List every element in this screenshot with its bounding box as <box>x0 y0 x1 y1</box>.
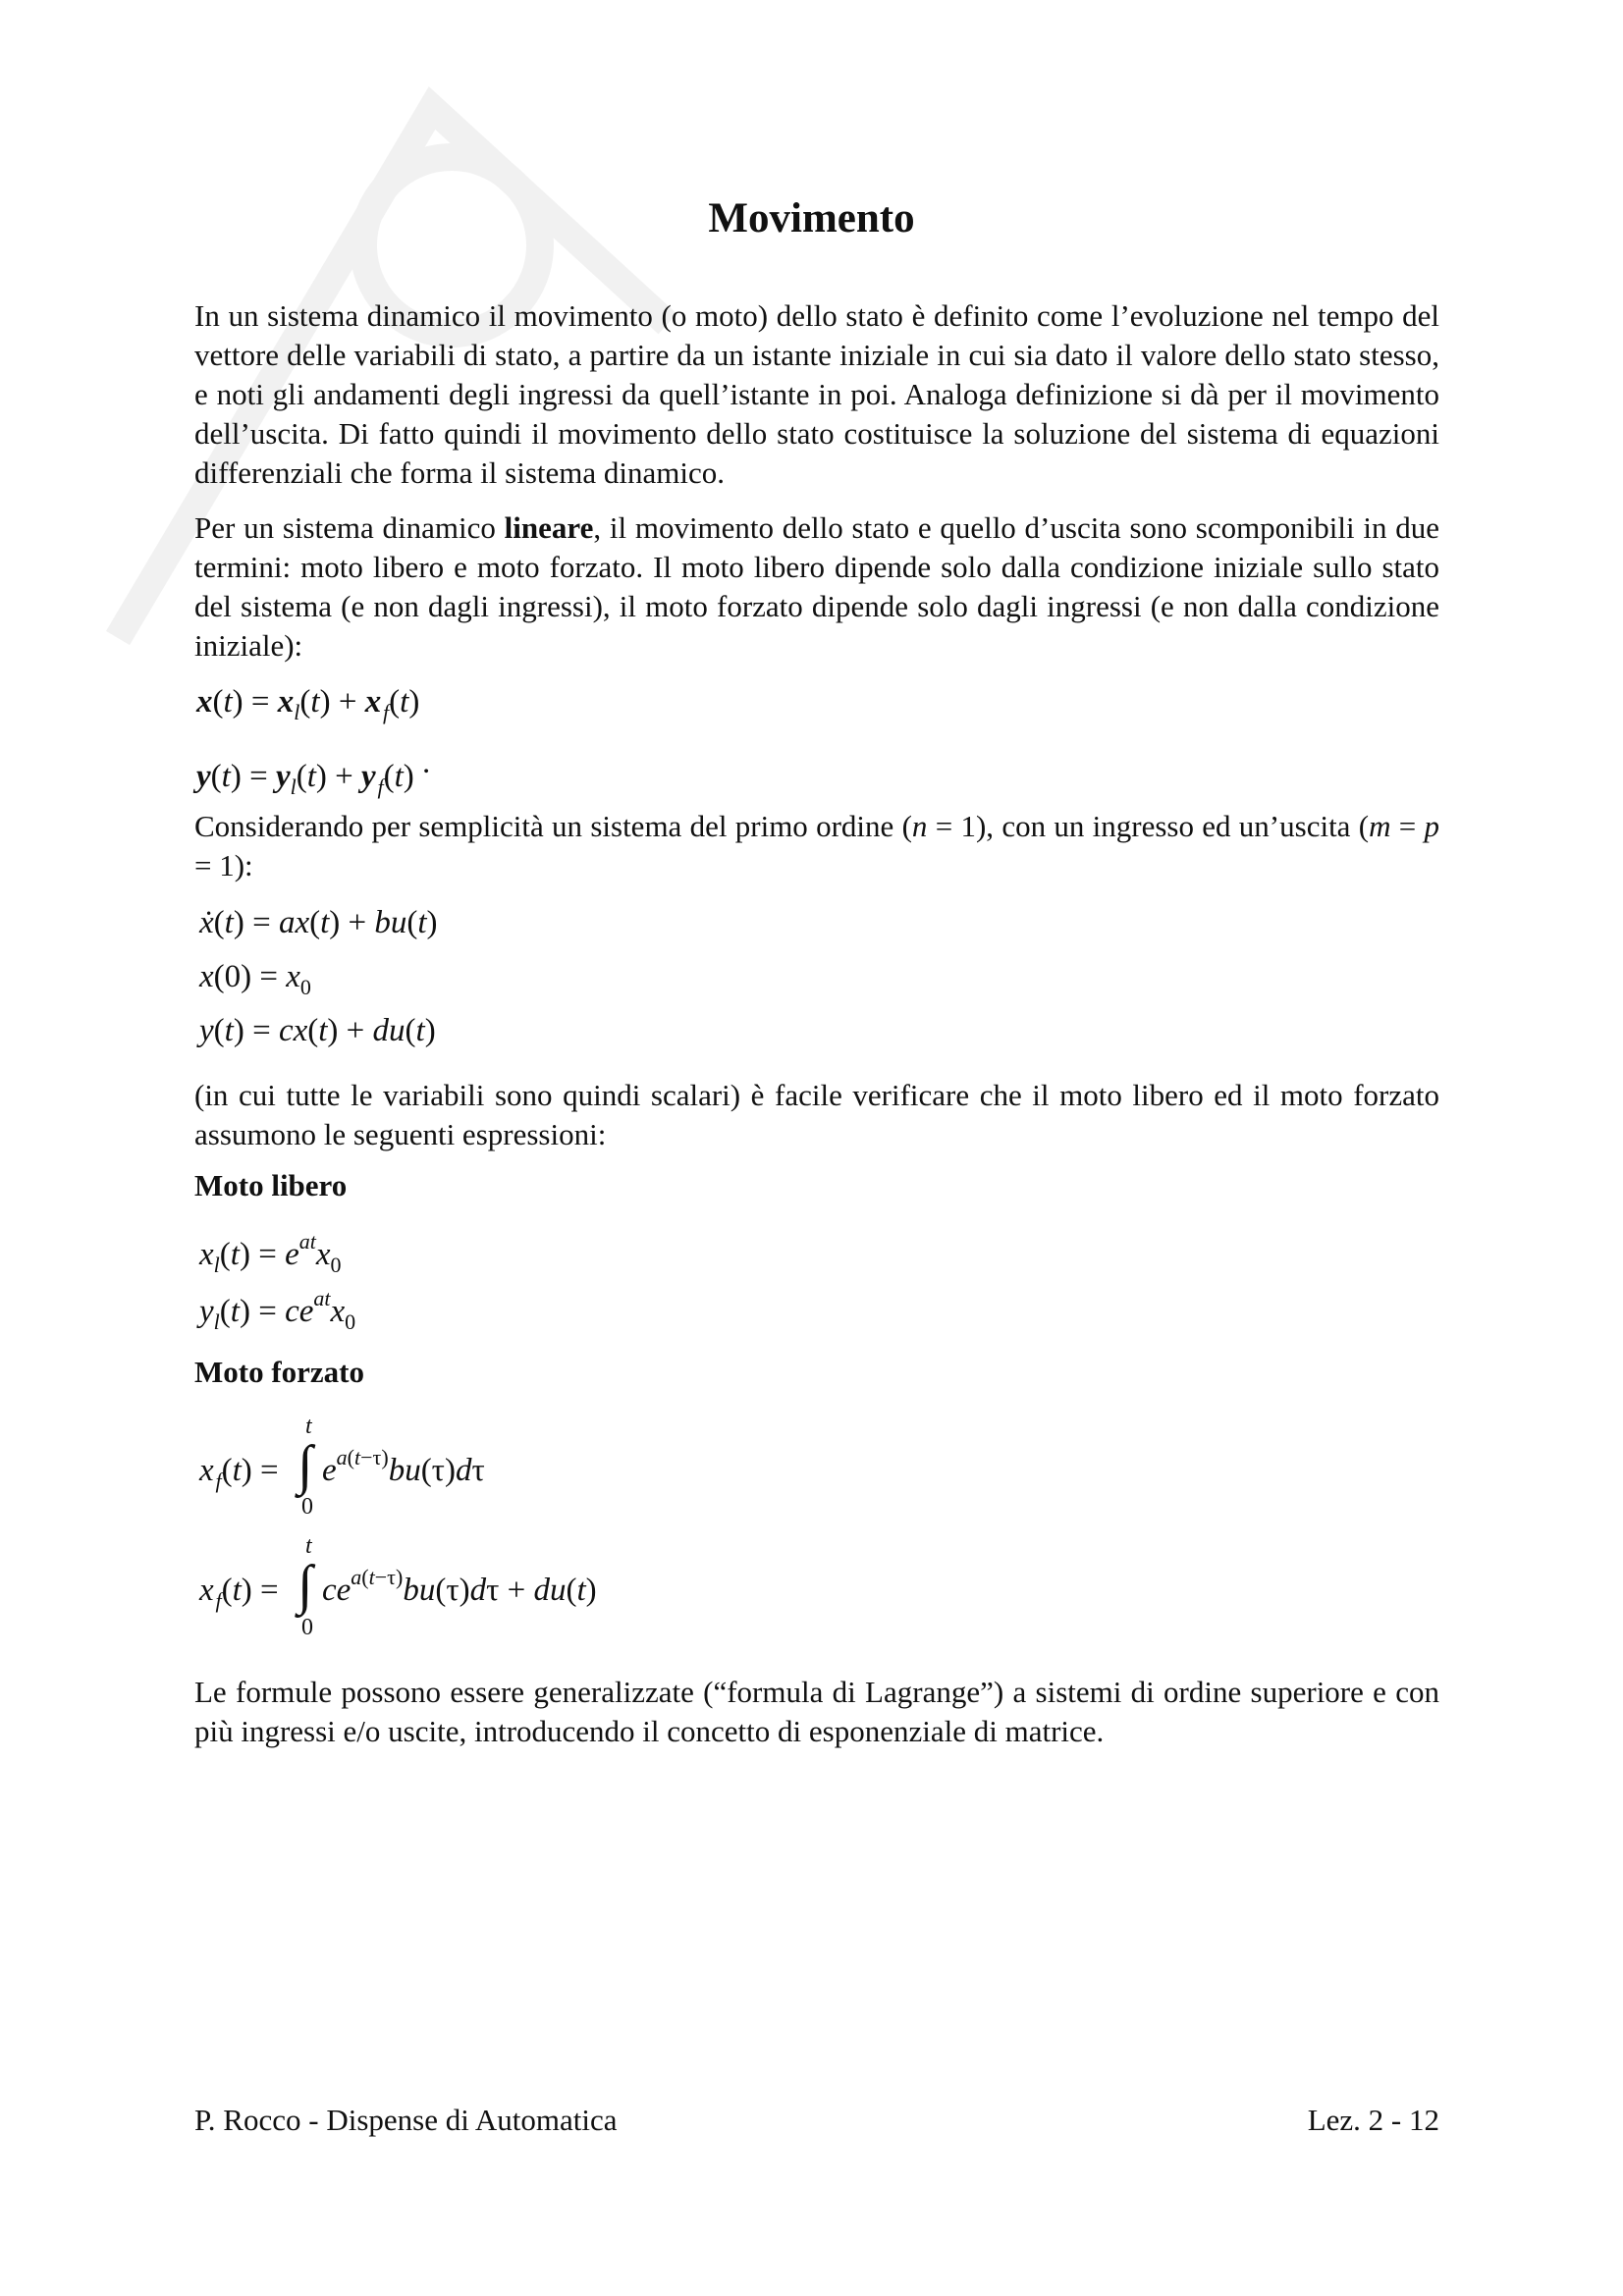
equation-state-dynamics: ẋ(t) = ax(t) + bu(t) <box>199 905 438 940</box>
integral-upper-limit: t <box>305 1533 312 1559</box>
paragraph-first-order-system <box>194 807 1439 885</box>
heading-forced-motion: Moto forzato <box>194 1355 364 1389</box>
p3-text-a: Considerando per semplicità un sistema del primo ordine ( <box>194 809 912 843</box>
p3-text-b: = 1), con un ingresso ed un’uscita ( <box>927 809 1370 843</box>
integral-lower-limit: 0 <box>301 1615 313 1640</box>
equation-output-decomposition: $y(t) = y_l(t) + y$ $_f$(t) . <box>196 745 431 799</box>
equation-forced-output-lhs: x $_f$(t) = <box>199 1573 279 1613</box>
p3-var-n: n <box>911 809 928 843</box>
equation-state-decomposition: $x(t) = x_l(t) + x$ $_f$(t) <box>196 684 420 724</box>
p3-var-m: m <box>1369 809 1391 843</box>
integral-upper-limit: t <box>305 1414 312 1439</box>
integral-sign: ∫ <box>298 1555 313 1616</box>
p3-text-c: = <box>1390 809 1425 843</box>
paragraph-movement-definition: In un sistema dinamico il movimento (o moto) dello stato è definito come l’evoluzione nel tempo del vettore delle variabili di stato, a partire da un istante iniziale in cui sia dato il valore dello stato stesso, e noti gli andamenti degli ingressi da quell’istante in poi. Analoga definizione si dà per il movimento dell’uscita. Di fatto quindi il movimento dello stato costituisce la soluzione del sistema di equazioni differenziali che forma il sistema dinamico. <box>194 298 1439 490</box>
equation-forced-state-rhs: $e^{a(t-\tau)}bu(\tau)d\tau$ <box>322 1445 485 1488</box>
p2-text-start: Per un sistema dinamico <box>194 510 505 545</box>
p3-text-d: = 1): <box>194 848 253 882</box>
equation-free-state: $x_l(t) = e^{at}x_0$ <box>199 1229 342 1277</box>
equation-initial-condition: $x(0) = x_0$ <box>199 959 311 999</box>
heading-free-motion: Moto libero <box>194 1168 348 1202</box>
paragraph-lagrange-formula: Le formule possono essere generalizzate (“formula di Lagrange”) a sistemi di ordine superiore e con più ingressi e/o uscite, introducendo il concetto di esponenziale di matrice. <box>194 1675 1439 1748</box>
equation-forced-state-lhs: x $_f$(t) = <box>199 1453 279 1493</box>
paragraph-scalar-variables: (in cui tutte le variabili sono quindi scalari) è facile verificare che il moto libero ed il moto forzato assumono le seguenti espressioni: <box>194 1078 1439 1151</box>
equation-forced-output-rhs: $ce^{a(t-\tau)}bu(\tau)d\tau + du(t)$ <box>322 1565 597 1608</box>
equation-output: y(t) = cx(t) + du(t) <box>199 1013 436 1048</box>
p2-bold-word: lineare <box>504 510 594 545</box>
paragraph-linear-decomposition <box>194 508 1439 666</box>
footer-author: P. Rocco - Dispense di Automatica <box>194 2103 618 2137</box>
integral-lower-limit: 0 <box>301 1494 313 1520</box>
integral-sign: ∫ <box>298 1435 313 1496</box>
p2-text-end: , il movimento dello stato e quello d’uscita sono scomponibili in due termini: moto libero e moto forzato. Il moto libero dipende solo dalla condizione iniziale sullo stato del sistema (e non dagli ingressi), il moto forzato dipende solo dagli ingressi (e non dalla condizione iniziale): <box>194 510 1440 663</box>
equation-free-output: $y_l(t) = ce^{at}x_0$ <box>199 1286 356 1334</box>
footer-page-number: Lez. 2 - 12 <box>1307 2103 1439 2137</box>
page-title: Movimento <box>708 195 915 241</box>
p3-var-p: p <box>1424 809 1440 843</box>
